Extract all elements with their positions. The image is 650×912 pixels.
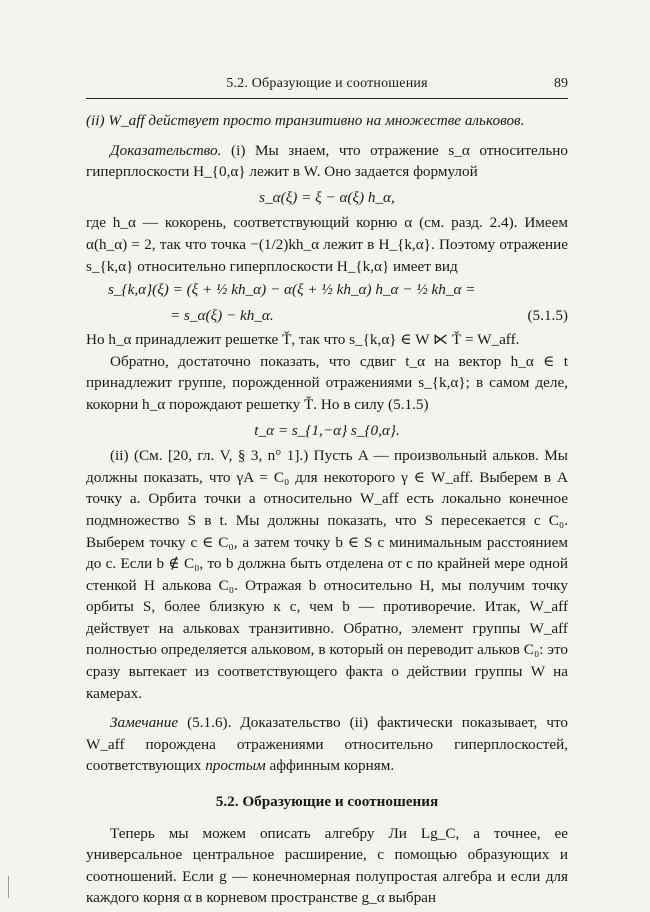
proof-paragraph (86, 140, 568, 183)
page-body (86, 110, 568, 909)
formula-affine-reflection-line2-row (86, 303, 568, 329)
formula-translation: t_α = s_{1,−α} s_{0,α}. (254, 421, 400, 439)
page-number: 89 (554, 76, 568, 91)
coroot-paragraph: где h_α — кокорень, соответствующий корню α (см. разд. 2.4). Имеем α(h_α) = 2, так что точка −(1/2)kh_α лежит в H_{k,α}. Поэтому отражение s_{k,α} относительно гиперплоскости H_{k,α} имеет вид (86, 214, 568, 275)
header-rule (86, 98, 568, 99)
formula-affine-reflection-line2: = s_α(ξ) − kh_α. (170, 307, 274, 325)
running-head-title: 5.2. Образующие и соотношения (226, 76, 428, 91)
remark-tail: аффинным корням. (265, 757, 395, 775)
remark-paragraph (86, 712, 568, 777)
remark-text: (5.1.6). Доказательство (ii) фактически показывает, что W_aff порождена отражениями относительно гиперплоскостей, соответствующих (86, 714, 568, 775)
proof-text: (i) Мы знаем, что отражение s_α относительно гиперплоскости H_{0,α} лежит в W. Оно задается формулой (86, 141, 568, 181)
formula-reflection: s_α(ξ) = ξ − α(ξ) h_α, (259, 188, 395, 206)
conversely-paragraph: Обратно, достаточно показать, что сдвиг t_α на вектор h_α ∈ t принадлежит группе, порожденной отражениями s_{k,α}; в самом деле, кокорни h_α порождают решетку Ť. Но в силу (5.1.5) (86, 352, 568, 413)
generators-paragraph: Теперь мы можем описать алгебру Ли Lg_C, а точнее, ее универсальное центральное расширение, с помощью образующих и соотношений. Если g — конечномерная полупростая алгебра и если для каждого корня α в корневом пространстве g_α выбран (86, 824, 568, 907)
formula-affine-reflection-line1: s_{k,α}(ξ) = (ξ + ½ kh_α) − α(ξ + ½ kh_α) h_α − ½ kh_α = (108, 281, 476, 299)
equation-number: (5.1.5) (527, 307, 568, 325)
statement-ii: (ii) W_aff действует просто транзитивно на множестве альковов. (86, 112, 525, 129)
scan-edge-mark (8, 876, 9, 898)
proof-lead: Доказательство. (110, 141, 222, 159)
remark-emphasis: простым (205, 757, 266, 775)
proof-ii-paragraph: (ii) (См. [20, гл. V, § 3, n° 1].) Пусть A — произвольный альков. Мы должны показать, что γA = C₀ для некоторого γ ∈ W_aff. Выберем в A точку a. Орбита точки a относительно W_aff есть локально конечное подмножество S в t. Мы должны показать, что S пересекается с C₀. Выберем точку c ∈ C₀, а затем точку b ∈ S с минимальным расстоянием до c. Если b ∉ C₀, то b должна быть отделена от c по крайней мере одной стенкой H алькова C₀. Отражая b относительно H, мы получим точку орбиты S, более близкую к c, чем b — противоречие. Итак, W_aff действует на альковах транзитивно. Обратно, элемент группы W_aff полностью определяется альковом, в который он переводит альков C₀: это сразу вытекает из соответствующего факта о действии группы W на камерах. (86, 447, 568, 702)
remark-lead: Замечание (110, 714, 179, 732)
section-heading: 5.2. Образующие и соотношения (215, 793, 439, 811)
lattice-paragraph: Но h_α принадлежит решетке Ť, так что s_{k,α} ∈ W ⋉ Ť = W_aff. (86, 331, 520, 349)
